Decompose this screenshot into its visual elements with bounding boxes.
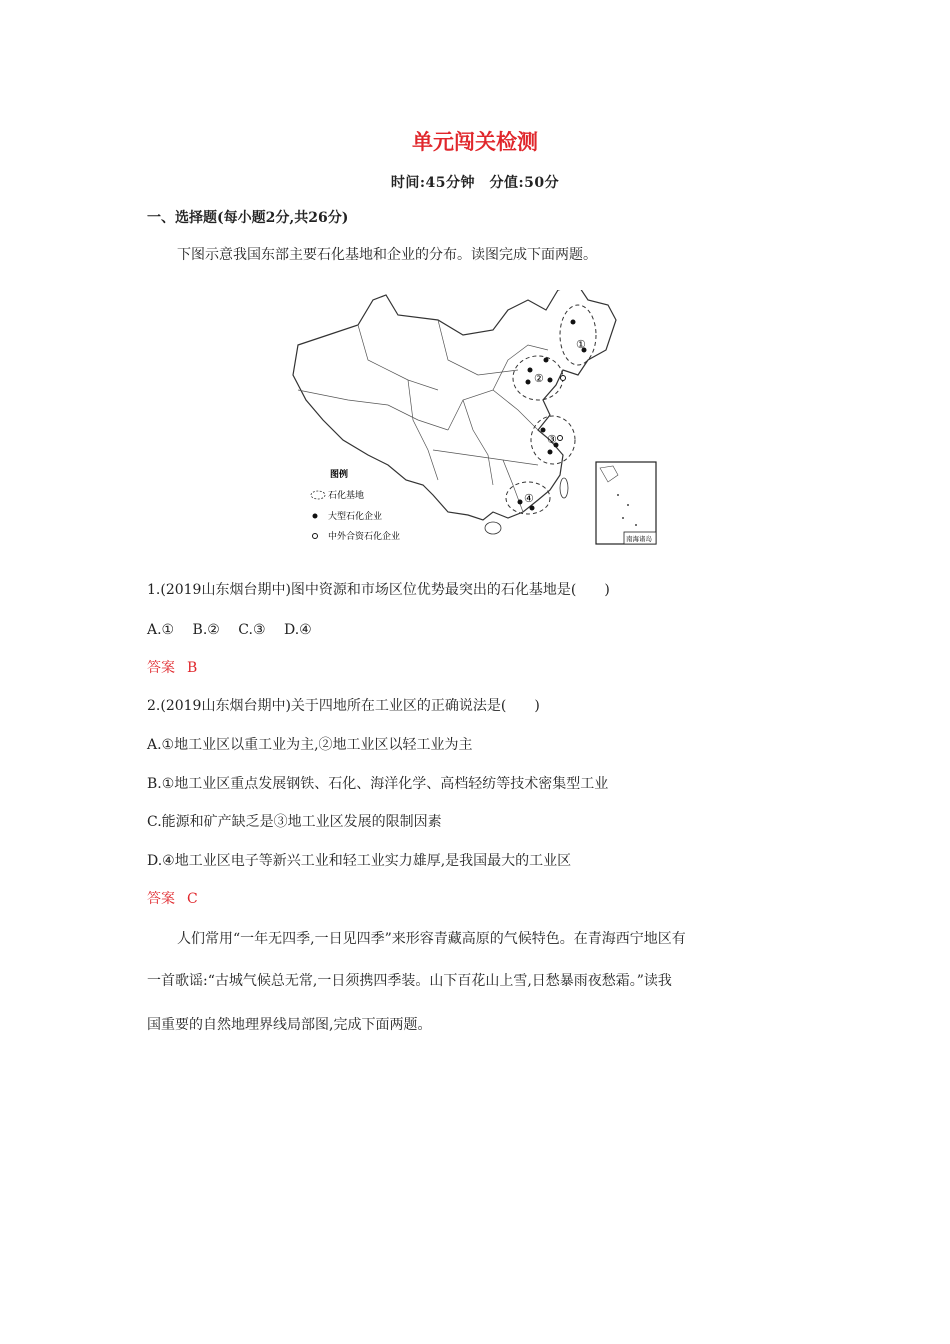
- answer-value: B: [187, 660, 198, 676]
- section-heading: 一、选择题(每小题2分,共26分): [147, 210, 349, 226]
- page-title: 单元闯关检测: [412, 130, 538, 154]
- intro-text-2-line-3: 国重要的自然地理界线局部图,完成下面两题。: [147, 1017, 432, 1033]
- intro-text-1: 下图示意我国东部主要石化基地和企业的分布。读图完成下面两题。: [177, 247, 597, 263]
- answer-label: 答案: [147, 891, 175, 907]
- question-2-option-c: C.能源和矿产缺乏是③地工业区发展的限制因素: [147, 814, 442, 830]
- legend-title: 图例: [330, 470, 349, 480]
- question-2-option-b: B.①地工业区重点发展钢铁、石化、海洋化学、高档轻纺等技术密集型工业: [147, 776, 609, 792]
- legend-joint-label: 中外合资石化企业: [328, 532, 401, 542]
- legend-large-symbol: [313, 514, 318, 519]
- legend-large-label: 大型石化企业: [328, 512, 383, 522]
- question-2-option-a: A.①地工业区以重工业为主,②地工业区以轻工业为主: [147, 737, 473, 753]
- question-1-stem: 1.(2019山东烟台期中)图中资源和市场区位优势最突出的石化基地是( ): [147, 582, 610, 598]
- answer-label: 答案: [147, 660, 175, 676]
- base-marker-1: ①: [576, 338, 586, 351]
- legend-base-symbol: [311, 491, 325, 499]
- legend-base-label: 石化基地: [328, 491, 365, 501]
- base-marker-4: ④: [524, 492, 534, 505]
- time-score-line: 时间:45分钟 分值:50分: [390, 175, 560, 191]
- question-1-options: A.① B.② C.③ D.④: [147, 622, 312, 638]
- question-2-stem: 2.(2019山东烟台期中)关于四地所在工业区的正确说法是( ): [147, 698, 540, 714]
- legend-joint-symbol: [313, 534, 318, 539]
- intro-text-2-line-2: 一首歌谣:“古城气候总无常,一日须携四季装。山下百花山上雪,日愁暴雨夜愁霜。”读我: [147, 973, 672, 989]
- inset-label: 南海诸岛: [626, 535, 652, 543]
- base-marker-2: ②: [534, 372, 544, 385]
- question-2-option-d: D.④地工业区电子等新兴工业和轻工业实力雄厚,是我国最大的工业区: [147, 853, 572, 869]
- question-1-answer: [147, 657, 197, 677]
- base-marker-3: ③: [547, 433, 557, 446]
- china-petrochemical-map: [288, 290, 663, 548]
- answer-value: C: [187, 891, 198, 907]
- question-2-answer: [147, 888, 198, 908]
- intro-text-2-line-1: 人们常用“一年无四季,一日见四季”来形容青藏高原的气候特色。在青海西宁地区有: [177, 931, 686, 947]
